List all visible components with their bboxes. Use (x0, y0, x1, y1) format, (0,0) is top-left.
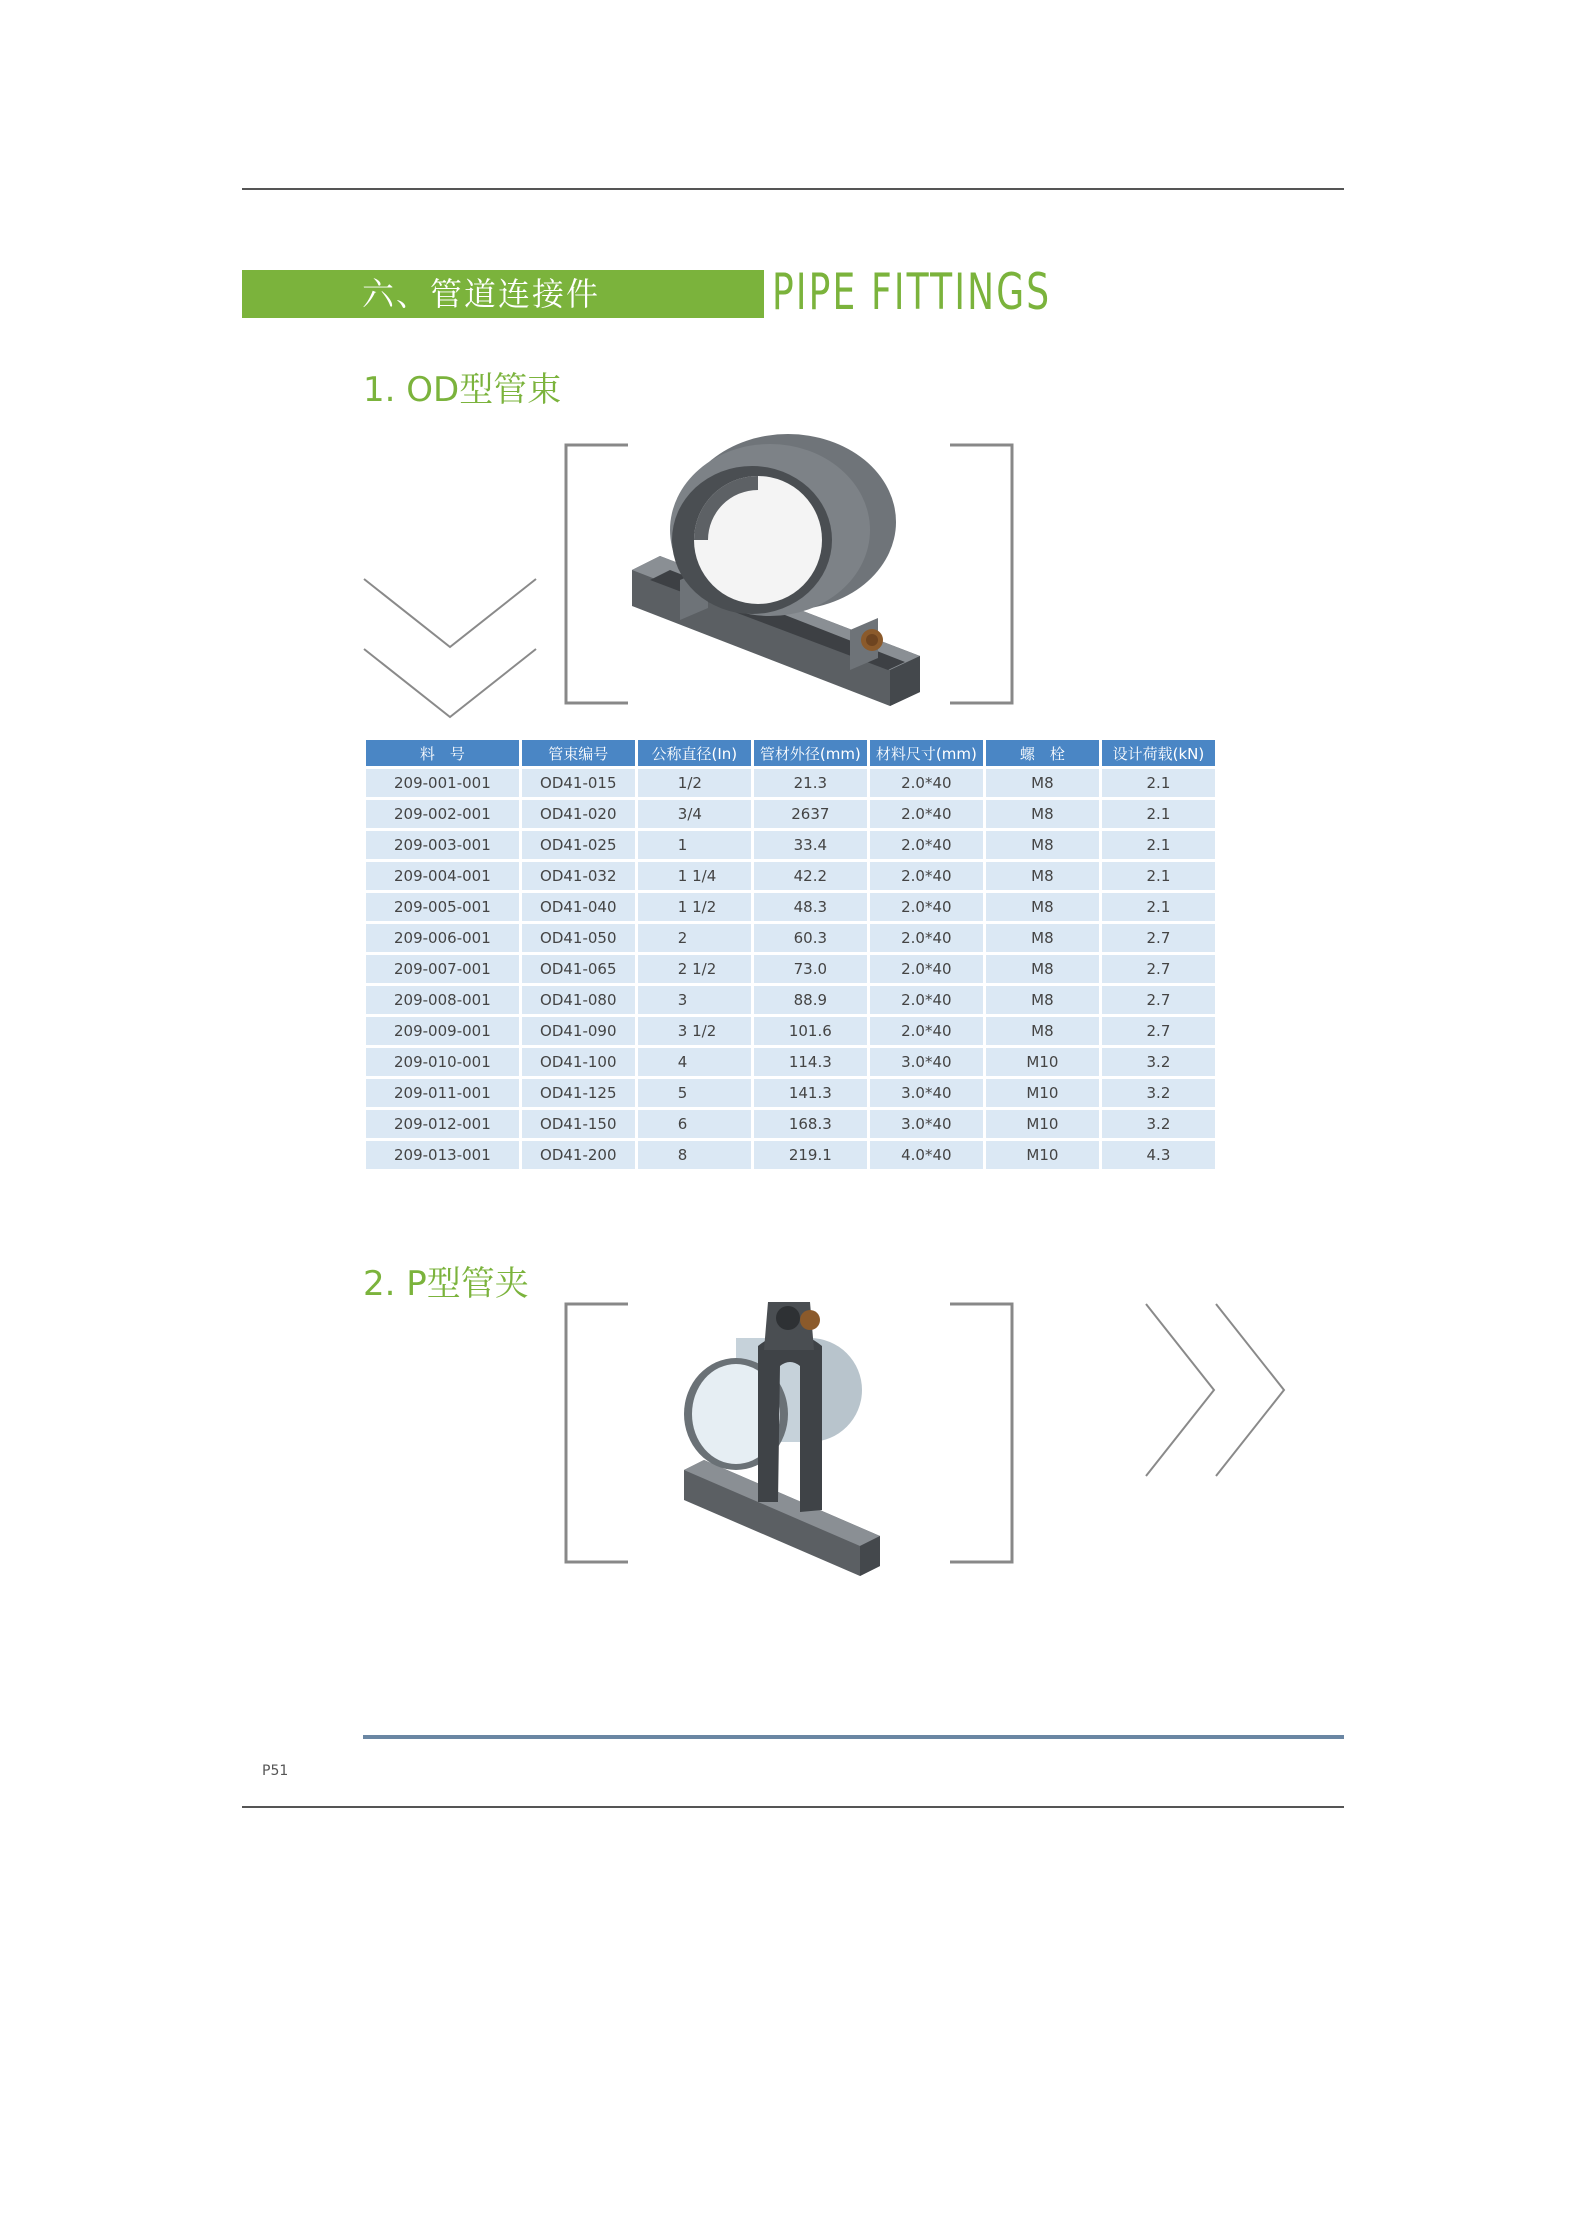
p-pipe-clamp-image (660, 1280, 920, 1580)
table-cell: 21.3 (754, 769, 867, 797)
column-header: 管材外径(mm) (754, 740, 867, 766)
table-cell: OD41-065 (522, 955, 635, 983)
section-2-title: 2. P型管夹 (363, 1264, 529, 1304)
table-cell: 73.0 (754, 955, 867, 983)
spec-table (363, 737, 1218, 1172)
table-cell: OD41-025 (522, 831, 635, 859)
section-1-title: 1. OD型管束 (363, 370, 562, 410)
table-cell: 5 (638, 1079, 751, 1107)
table-cell: OD41-032 (522, 862, 635, 890)
table-cell: 1 1/2 (638, 893, 751, 921)
table-row (366, 1141, 1215, 1169)
banner-title-cn: 六、管道连接件 (362, 275, 601, 313)
table-cell: 88.9 (754, 986, 867, 1014)
table-cell: M8 (986, 769, 1099, 797)
table-cell: 3.0*40 (870, 1110, 983, 1138)
page-number: P51 (262, 1763, 289, 1779)
table-cell: 209-011-001 (366, 1079, 519, 1107)
table-cell: 2 (638, 924, 751, 952)
table-cell: M8 (986, 986, 1099, 1014)
table-cell: 141.3 (754, 1079, 867, 1107)
table-cell: 2.0*40 (870, 955, 983, 983)
table-cell: M10 (986, 1110, 1099, 1138)
table-cell: 2.0*40 (870, 893, 983, 921)
table-row (366, 831, 1215, 859)
table-cell: 2.0*40 (870, 862, 983, 890)
table-cell: 4.0*40 (870, 1141, 983, 1169)
table-cell: 2.0*40 (870, 769, 983, 797)
table-cell: 6 (638, 1110, 751, 1138)
table-row (366, 800, 1215, 828)
table-cell: M8 (986, 893, 1099, 921)
table-cell: M8 (986, 955, 1099, 983)
table-cell: OD41-125 (522, 1079, 635, 1107)
image-frame-left (564, 1302, 630, 1564)
table-header-row (366, 740, 1215, 766)
table-cell: 114.3 (754, 1048, 867, 1076)
table-cell: 101.6 (754, 1017, 867, 1045)
image-frame-right (948, 1302, 1014, 1564)
table-row (366, 924, 1215, 952)
table-cell: OD41-150 (522, 1110, 635, 1138)
table-cell: M8 (986, 1017, 1099, 1045)
table-cell: M8 (986, 831, 1099, 859)
table-cell: 42.2 (754, 862, 867, 890)
table-cell: 2.7 (1102, 924, 1215, 952)
banner-title-en: PIPE FITTINGS (772, 263, 1052, 321)
table-cell: OD41-080 (522, 986, 635, 1014)
footer-accent-rule (363, 1735, 1344, 1739)
table-cell: 209-009-001 (366, 1017, 519, 1045)
table-cell: OD41-090 (522, 1017, 635, 1045)
table-cell: M8 (986, 862, 1099, 890)
table-cell: 209-010-001 (366, 1048, 519, 1076)
table-row (366, 1017, 1215, 1045)
table-cell: 2.1 (1102, 893, 1215, 921)
bottom-rule (242, 1806, 1344, 1808)
table-row (366, 1110, 1215, 1138)
table-cell: OD41-100 (522, 1048, 635, 1076)
table-row (366, 986, 1215, 1014)
table-cell: 1 1/4 (638, 862, 751, 890)
table-cell: OD41-050 (522, 924, 635, 952)
od-pipe-clamp-image (620, 430, 940, 710)
table-cell: 2.0*40 (870, 924, 983, 952)
column-header: 设计荷载(kN) (1102, 740, 1215, 766)
table-cell: 4 (638, 1048, 751, 1076)
table-cell: 209-012-001 (366, 1110, 519, 1138)
table-cell: OD41-015 (522, 769, 635, 797)
table-cell: 209-005-001 (366, 893, 519, 921)
table-row (366, 1079, 1215, 1107)
top-rule (242, 188, 1344, 190)
table-cell: 48.3 (754, 893, 867, 921)
table-cell: 60.3 (754, 924, 867, 952)
table-cell: 1 (638, 831, 751, 859)
column-header: 螺 栓 (986, 740, 1099, 766)
table-cell: M10 (986, 1048, 1099, 1076)
table-cell: 3.2 (1102, 1048, 1215, 1076)
table-cell: 209-002-001 (366, 800, 519, 828)
table-cell: 2.1 (1102, 769, 1215, 797)
table-cell: M10 (986, 1141, 1099, 1169)
table-cell: 3.0*40 (870, 1048, 983, 1076)
table-cell: 2.0*40 (870, 1017, 983, 1045)
table-cell: 3/4 (638, 800, 751, 828)
table-cell: 2.7 (1102, 986, 1215, 1014)
table-cell: 168.3 (754, 1110, 867, 1138)
image-frame-right (948, 443, 1014, 705)
table-cell: 2 1/2 (638, 955, 751, 983)
table-cell: 2.0*40 (870, 800, 983, 828)
table-cell: M8 (986, 924, 1099, 952)
table-cell: 3 1/2 (638, 1017, 751, 1045)
table-cell: M10 (986, 1079, 1099, 1107)
table-cell: 209-004-001 (366, 862, 519, 890)
table-cell: 4.3 (1102, 1141, 1215, 1169)
table-cell: 1/2 (638, 769, 751, 797)
table-cell: 209-006-001 (366, 924, 519, 952)
table-cell: 209-007-001 (366, 955, 519, 983)
table-cell: OD41-200 (522, 1141, 635, 1169)
table-row (366, 893, 1215, 921)
table-cell: 3.2 (1102, 1110, 1215, 1138)
table-cell: 209-001-001 (366, 769, 519, 797)
chevron-right-icon (1142, 1300, 1292, 1480)
table-cell: 2.1 (1102, 862, 1215, 890)
table-row (366, 769, 1215, 797)
table-cell: 209-003-001 (366, 831, 519, 859)
table-cell: 3.0*40 (870, 1079, 983, 1107)
table-cell: 2.7 (1102, 955, 1215, 983)
table-cell: OD41-020 (522, 800, 635, 828)
table-cell: 3 (638, 986, 751, 1014)
column-header: 料 号 (366, 740, 519, 766)
column-header: 材料尺寸(mm) (870, 740, 983, 766)
table-cell: 2637 (754, 800, 867, 828)
table-cell: 209-008-001 (366, 986, 519, 1014)
column-header: 公称直径(In) (638, 740, 751, 766)
table-row (366, 862, 1215, 890)
table-cell: 2.7 (1102, 1017, 1215, 1045)
column-header: 管束编号 (522, 740, 635, 766)
table-cell: 209-013-001 (366, 1141, 519, 1169)
chevron-down-icon (360, 575, 540, 725)
table-cell: M8 (986, 800, 1099, 828)
table-cell: 2.0*40 (870, 831, 983, 859)
table-cell: 2.1 (1102, 800, 1215, 828)
table-row (366, 955, 1215, 983)
table-cell: 33.4 (754, 831, 867, 859)
table-cell: 3.2 (1102, 1079, 1215, 1107)
table-cell: 2.1 (1102, 831, 1215, 859)
table-cell: OD41-040 (522, 893, 635, 921)
table-cell: 219.1 (754, 1141, 867, 1169)
table-cell: 2.0*40 (870, 986, 983, 1014)
table-row (366, 1048, 1215, 1076)
table-cell: 8 (638, 1141, 751, 1169)
